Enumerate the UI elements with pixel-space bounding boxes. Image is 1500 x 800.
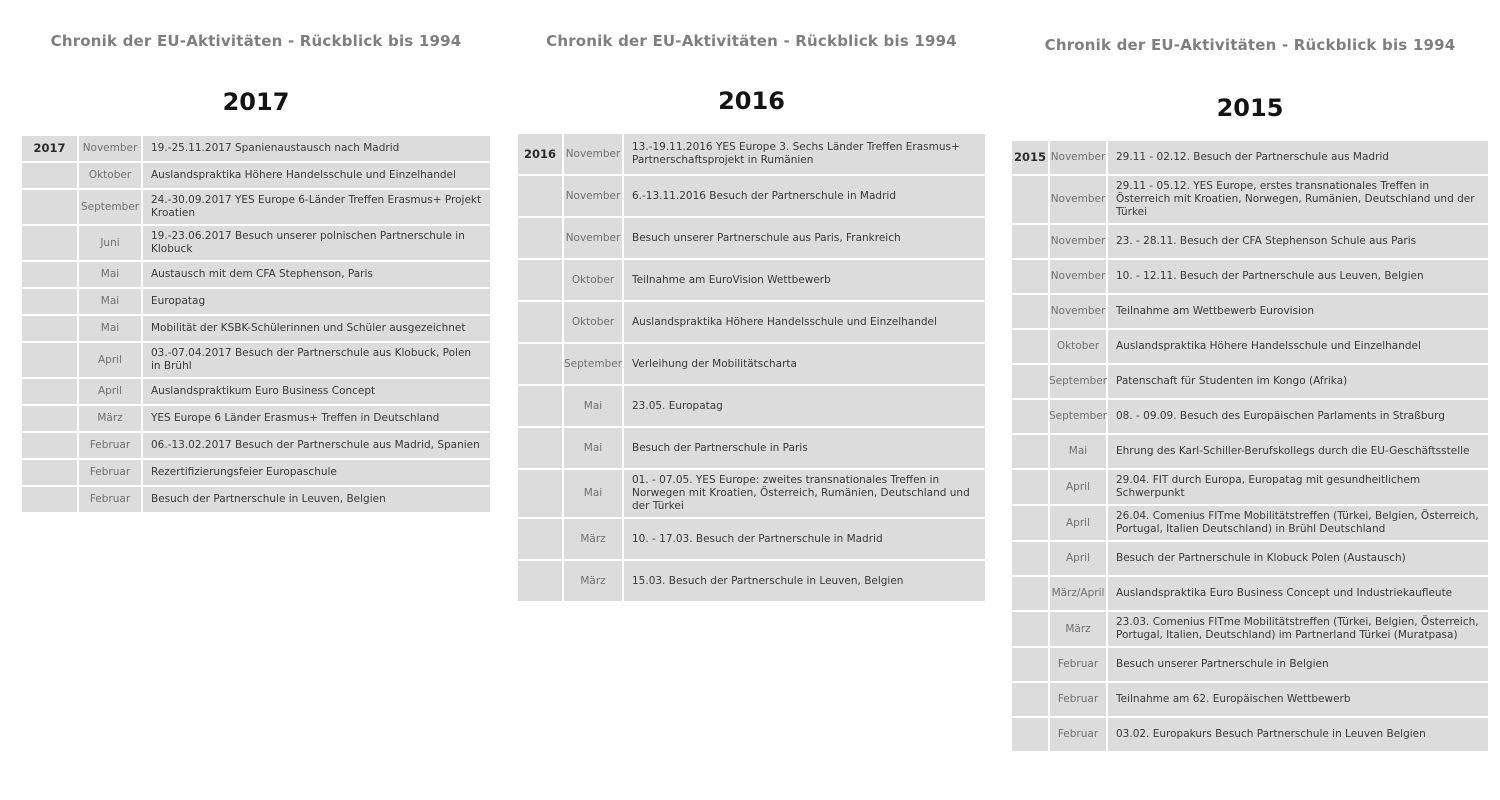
table-row [1012, 330, 1488, 363]
row-year-cell [518, 218, 562, 258]
row-year-cell: 2015 [1012, 141, 1048, 174]
row-description-cell: 23.05. Europatag [624, 386, 985, 426]
row-description-cell: Teilnahme am EuroVision Wettbewerb [624, 260, 985, 300]
table-row [1012, 400, 1488, 433]
row-year-cell [22, 487, 77, 512]
table-row [1012, 295, 1488, 328]
row-month-cell: Februar [79, 433, 141, 458]
table-row [1012, 718, 1488, 751]
page-title: Chronik der EU-Aktivitäten - Rückblick bis 1994 [1044, 36, 1456, 54]
table-row [1012, 260, 1488, 293]
row-year-cell: 2016 [518, 134, 562, 174]
row-year-cell [1012, 260, 1048, 293]
row-description-cell: Auslandspraktika Höhere Handelsschule und Einzelhandel [143, 163, 490, 188]
row-year-cell [518, 561, 562, 601]
row-month-cell: März [564, 519, 622, 559]
row-year-cell [518, 519, 562, 559]
table-row [22, 226, 490, 260]
row-month-cell: Oktober [79, 163, 141, 188]
row-year-cell [22, 190, 77, 224]
row-month-cell: November [564, 218, 622, 258]
row-description-cell: Teilnahme am 62. Europäischen Wettbewerb [1108, 683, 1488, 716]
row-month-cell: November [1050, 295, 1106, 328]
row-year-cell [22, 289, 77, 314]
year-section-2016 [518, 0, 985, 601]
row-description-cell: Besuch der Partnerschule in Leuven, Belgien [143, 487, 490, 512]
row-month-cell: November [1050, 141, 1106, 174]
row-description-cell: 13.-19.11.2016 YES Europe 3. Sechs Länder Treffen Erasmus+ Partnerschaftsprojekt in Rumänien [624, 134, 985, 174]
row-description-cell: 29.04. FIT durch Europa, Europatag mit gesundheitlichem Schwerpunkt [1108, 470, 1488, 504]
row-month-cell: Mai [1050, 435, 1106, 468]
row-month-cell: März/April [1050, 577, 1106, 610]
table-row [22, 136, 490, 161]
row-month-cell: April [1050, 542, 1106, 575]
row-month-cell: April [79, 379, 141, 404]
row-month-cell: März [564, 561, 622, 601]
row-month-cell: September [564, 344, 622, 384]
row-year-cell [1012, 577, 1048, 610]
row-month-cell: November [564, 134, 622, 174]
table-row [22, 406, 490, 431]
row-month-cell: November [1050, 225, 1106, 258]
table-row [518, 470, 985, 517]
table-row [22, 487, 490, 512]
row-description-cell: Besuch der Partnerschule in Klobuck Polen (Austausch) [1108, 542, 1488, 575]
row-description-cell: 10. - 12.11. Besuch der Partnerschule aus Leuven, Belgien [1108, 260, 1488, 293]
row-year-cell [518, 302, 562, 342]
row-year-cell [22, 262, 77, 287]
row-year-cell [1012, 718, 1048, 751]
row-year-cell [518, 470, 562, 517]
row-year-cell [518, 386, 562, 426]
row-month-cell: Mai [79, 289, 141, 314]
table-row [22, 262, 490, 287]
row-month-cell: Februar [1050, 718, 1106, 751]
row-year-cell [518, 428, 562, 468]
row-month-cell: November [1050, 260, 1106, 293]
row-description-cell: YES Europe 6 Länder Erasmus+ Treffen in Deutschland [143, 406, 490, 431]
table-row [518, 176, 985, 216]
row-year-cell [1012, 225, 1048, 258]
row-description-cell: 23.03. Comenius FITme Mobilitätstreffen (Türkei, Belgien, Österreich, Portugal, Italien, Deutschland) im Partnerland Türkei (Muratpasa) [1108, 612, 1488, 646]
row-description-cell: 01. - 07.05. YES Europe: zweites transnationales Treffen in Norwegen mit Kroatien, Österreich, Rumänien, Deutschland und der Türkei [624, 470, 985, 517]
table-row [518, 218, 985, 258]
row-month-cell: März [79, 406, 141, 431]
table-row [22, 289, 490, 314]
row-description-cell: Besuch der Partnerschule in Paris [624, 428, 985, 468]
events-table-2016 [518, 134, 985, 601]
row-description-cell: 03.-07.04.2017 Besuch der Partnerschule aus Klobuck, Polen in Brühl [143, 343, 490, 377]
table-row [518, 134, 985, 174]
row-description-cell: 29.11 - 02.12. Besuch der Partnerschule aus Madrid [1108, 141, 1488, 174]
table-row [22, 163, 490, 188]
row-year-cell [518, 260, 562, 300]
row-year-cell [1012, 612, 1048, 646]
row-month-cell: Oktober [1050, 330, 1106, 363]
row-month-cell: April [79, 343, 141, 377]
year-heading-2017: 2017 [222, 88, 290, 116]
row-year-cell [1012, 365, 1048, 398]
table-row [22, 343, 490, 377]
row-month-cell: Mai [79, 262, 141, 287]
row-year-cell [518, 344, 562, 384]
row-description-cell: Europatag [143, 289, 490, 314]
table-row [518, 302, 985, 342]
row-month-cell: Mai [564, 470, 622, 517]
row-description-cell: 06.-13.02.2017 Besuch der Partnerschule aus Madrid, Spanien [143, 433, 490, 458]
table-row [1012, 577, 1488, 610]
table-row [518, 561, 985, 601]
row-description-cell: 24.-30.09.2017 YES Europe 6-Länder Treffen Erasmus+ Projekt Kroatien [143, 190, 490, 224]
table-row [1012, 648, 1488, 681]
row-description-cell: 19.-25.11.2017 Spanienaustausch nach Madrid [143, 136, 490, 161]
row-description-cell: 03.02. Europakurs Besuch Partnerschule in Leuven Belgien [1108, 718, 1488, 751]
row-month-cell: November [564, 176, 622, 216]
table-row [22, 379, 490, 404]
row-description-cell: 6.-13.11.2016 Besuch der Partnerschule in Madrid [624, 176, 985, 216]
row-year-cell [1012, 506, 1048, 540]
row-description-cell: 19.-23.06.2017 Besuch unserer polnischen Partnerschule in Klobuck [143, 226, 490, 260]
row-month-cell: Mai [79, 316, 141, 341]
row-year-cell [1012, 435, 1048, 468]
table-row [518, 260, 985, 300]
row-month-cell: November [79, 136, 141, 161]
row-description-cell: Teilnahme am Wettbewerb Eurovision [1108, 295, 1488, 328]
row-year-cell [1012, 400, 1048, 433]
row-month-cell: September [1050, 365, 1106, 398]
table-row [518, 519, 985, 559]
row-month-cell: Februar [1050, 648, 1106, 681]
row-month-cell: Mai [564, 428, 622, 468]
table-row [22, 316, 490, 341]
table-row [518, 428, 985, 468]
row-description-cell: 29.11 - 05.12. YES Europe, erstes transnationales Treffen in Österreich mit Kroatien, Norwegen, Rumänien, Deutschland und der Türkei [1108, 176, 1488, 223]
table-row [1012, 225, 1488, 258]
row-month-cell: Oktober [564, 302, 622, 342]
table-row [1012, 683, 1488, 716]
row-month-cell: Februar [79, 460, 141, 485]
row-description-cell: 10. - 17.03. Besuch der Partnerschule in Madrid [624, 519, 985, 559]
row-month-cell: April [1050, 506, 1106, 540]
row-description-cell: Rezertifizierungsfeier Europaschule [143, 460, 490, 485]
page-title: Chronik der EU-Aktivitäten - Rückblick bis 1994 [50, 32, 462, 50]
row-year-cell [22, 406, 77, 431]
row-year-cell [22, 460, 77, 485]
row-description-cell: Auslandspraktika Höhere Handelsschule und Einzelhandel [1108, 330, 1488, 363]
page-title: Chronik der EU-Aktivitäten - Rückblick bis 1994 [546, 32, 957, 50]
year-section-2017 [22, 0, 490, 512]
row-year-cell [22, 316, 77, 341]
row-description-cell: 23. - 28.11. Besuch der CFA Stephenson Schule aus Paris [1108, 225, 1488, 258]
row-month-cell: November [1050, 176, 1106, 223]
row-year-cell [1012, 648, 1048, 681]
row-year-cell [22, 163, 77, 188]
row-description-cell: Auslandspraktika Höhere Handelsschule und Einzelhandel [624, 302, 985, 342]
row-year-cell: 2017 [22, 136, 77, 161]
table-row [1012, 542, 1488, 575]
table-row [518, 344, 985, 384]
row-description-cell: Ehrung des Karl-Schiller-Berufskollegs durch die EU-Geschäftsstelle [1108, 435, 1488, 468]
row-month-cell: März [1050, 612, 1106, 646]
row-description-cell: Verleihung der Mobilitätscharta [624, 344, 985, 384]
row-month-cell: September [1050, 400, 1106, 433]
row-month-cell: September [79, 190, 141, 224]
table-row [1012, 435, 1488, 468]
row-year-cell [1012, 330, 1048, 363]
table-row [1012, 176, 1488, 223]
row-description-cell: Besuch unserer Partnerschule in Belgien [1108, 648, 1488, 681]
row-year-cell [1012, 470, 1048, 504]
row-description-cell: 15.03. Besuch der Partnerschule in Leuven, Belgien [624, 561, 985, 601]
row-description-cell: Besuch unserer Partnerschule aus Paris, Frankreich [624, 218, 985, 258]
row-year-cell [1012, 176, 1048, 223]
row-year-cell [1012, 683, 1048, 716]
row-year-cell [22, 343, 77, 377]
row-description-cell: 26.04. Comenius FITme Mobilitätstreffen (Türkei, Belgien, Österreich, Portugal, Italien Deutschland) in Brühl Deutschland [1108, 506, 1488, 540]
row-description-cell: Mobilität der KSBK-Schülerinnen und Schüler ausgezeichnet [143, 316, 490, 341]
events-table-2017 [22, 136, 490, 512]
row-description-cell: Auslandspraktika Euro Business Concept und Industriekaufleute [1108, 577, 1488, 610]
year-section-2015 [1012, 0, 1488, 751]
events-table-2015 [1012, 141, 1488, 751]
year-heading-2015: 2015 [1216, 94, 1284, 122]
table-row [1012, 506, 1488, 540]
table-row [1012, 612, 1488, 646]
row-year-cell [1012, 295, 1048, 328]
row-year-cell [22, 433, 77, 458]
table-row [22, 460, 490, 485]
row-year-cell [22, 379, 77, 404]
table-row [22, 190, 490, 224]
table-row [22, 433, 490, 458]
row-description-cell: Auslandspraktikum Euro Business Concept [143, 379, 490, 404]
row-description-cell: Patenschaft für Studenten im Kongo (Afrika) [1108, 365, 1488, 398]
year-heading-2016: 2016 [718, 87, 785, 115]
row-month-cell: April [1050, 470, 1106, 504]
row-year-cell [518, 176, 562, 216]
row-year-cell [1012, 542, 1048, 575]
row-description-cell: 08. - 09.09. Besuch des Europäischen Parlaments in Straßburg [1108, 400, 1488, 433]
row-month-cell: Mai [564, 386, 622, 426]
row-month-cell: Juni [79, 226, 141, 260]
table-row [1012, 470, 1488, 504]
row-description-cell: Austausch mit dem CFA Stephenson, Paris [143, 262, 490, 287]
table-row [1012, 365, 1488, 398]
row-year-cell [22, 226, 77, 260]
row-month-cell: Februar [1050, 683, 1106, 716]
table-row [518, 386, 985, 426]
row-month-cell: Februar [79, 487, 141, 512]
row-month-cell: Oktober [564, 260, 622, 300]
table-row [1012, 141, 1488, 174]
